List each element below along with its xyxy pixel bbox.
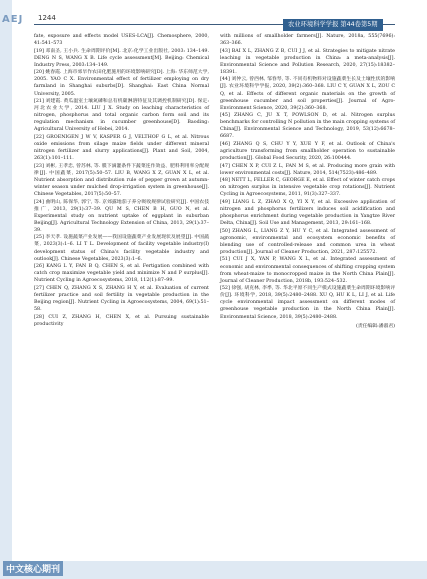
reference-item: [23] 刘彬, 王孝忠, 曾苏林, 等. 膜下滴灌条件下蔬菜连作效益、肥料利用率分配规律[J]. 中国蔬菜, 2017(5):50–57. LIU B, WANG X Z, GUAN X L, et al. Nutrient absorption and distribution rule of pepper grown at autumn-winter season under mulched drop-irrigation system in greenhouse[J]. Chinese Vegetables, 2017(5):50–57.: [34, 163, 209, 198]
journal-logo: AEJ: [2, 14, 24, 25]
references-column-left: [34, 33, 209, 328]
reference-item: [45] ZHANG C, JU X T, POWLSON D, et al. Nitrogen surplus benchmarks for controlling N pollution in the main cropping systems of China[J]. Environmental Science and Technology, 2019, 53(12):6678–6687.: [220, 113, 395, 140]
reference-item: [21] 刘建霞. 黄瓜温室土壤氮磷和总有机碳淋溶特征及其调控机制研究[D]. 保定: 河北农业大学, 2014. LIU J X. Study on leaching characteristics of nitrogen, phosphorus and total organic carbon form soil and its regulation mechanism in cucumber greenhouse[D]. Baoding: Agricultural University of Hebei, 2014.: [34, 99, 209, 133]
reference-item: [25] 李天孝. 设施蔬菜产业发展——我国设施蔬菜产业发展现状及展望[J]. 中国蔬菜, 2023(3):1–6. LI T L. Development of facility vegetable industry(I) development status of China's facility vegetable industry and outlook[J]. Chinese Vegetables, 2023(3):1–6.: [34, 235, 209, 262]
reference-item: [52] 徐强, 胡克林, 李季, 等. 华北平原不同生产模式设施蔬菜生命周期环境影响评价[J]. 环境科学, 2018, 39(5):2480–2488. XU Q, HU K L, LI J, et al. Life cycle environmental impact assessment on different modes of greenhouse vegetable production in the North China Plain[J]. Environmental Science, 2018, 39(5):2480–2488.: [220, 286, 395, 320]
page-number: 1244: [38, 14, 56, 22]
left-decorative-strip: [0, 0, 12, 579]
reference-item: [46] ZHANG Q S, CHU Y Y, XUE Y F, et al. Outlook of China's agriculture transforming from smallholder operation to sustainable production[J]. Global Food Security, 2020, 26:100444.: [220, 141, 395, 162]
reference-item: [48] NETT L, FELLER C, GEORGE E, et al. Effect of winter catch crops on nitrogen surplus in intensive vegetable crop rotations[J]. Nutrient Cycling in Agroecosystems, 2011, 91(3):327–337.: [220, 178, 395, 198]
reference-item: [26] KANG L Y, FAN B Q, CHEN S, et al. Fertigation combined with catch crop maximize vegetable yield and minimize N and P surplus[J]. Nutrient Cycling in Agroecosystems, 2018, 112(1):87–99.: [34, 264, 209, 284]
editor-note: (责任编辑:潘淑君): [356, 323, 395, 329]
reference-item: [28] CUI Z, ZHANG H, CHEN X, et al. Pursuing sustainable productivity: [34, 314, 209, 327]
journal-header-badge: 农业环境科学学报 第44卷第5期: [283, 19, 383, 31]
reference-item: fate, exposure and effects model USES-LCA[J]. Chemosphere, 2000, 41:541–573: [34, 34, 209, 47]
reference-item: with millions of smallholder farmers[J]. Nature, 2018a, 555(7696): 363–366.: [220, 34, 395, 47]
reference-item: [22] GROENIGEN J W V, KASPER G J, VELTHOF G L, et al. Nitrous oxide emissions from silage maize fields under different mineral nitrogen fertilizer and slurry applications[J]. Plant and Soil, 2004, 263(1):101–111.: [34, 134, 209, 162]
reference-item: [49] LIANG L Z, ZHAO X Q, YI X Y, et al. Excessive application of nitrogen and phosphorus fertilizers induces soil acidification and phosphorus enrichment during vegetable production in Yangtze River Delta, China[J]. Soil Use and Management, 2013, 29:161–168.: [220, 199, 395, 227]
footer-label: 中文核心期刊: [3, 561, 63, 576]
reference-item: [47] CHEN X P, CUI Z L, FAN M S, et al. Producing more grain with lower environmental costs[J]. Nature, 2014, 514(7523):486–489.: [220, 163, 395, 176]
reference-item: [20] 姚春霞. 上海市郊旱作农田化肥施用的环境影响研究[D]. 上海: 华东师范大学, 2005. YAO C X. Environmental effect of fertilizer employing on dry farmland in Shanghai suburbs[D]. Shanghai: East China Normal University, 2005.: [34, 70, 209, 97]
reference-item: [50] ZHANG L, LIANG Z Y, HU Y C, et al. Integrated assessment of agronomic, environmental and ecosystem economic benefits of blending use of controlled-release and common urea in wheat production[J]. Journal of Cleaner Production, 2021, 287:125572.: [220, 228, 395, 255]
footer-bar: [0, 561, 427, 579]
reference-item: [24] 曲明山, 陈保华, 郭宁, 等. 京郊露地茄子养分吸收规律试验研究[J]. 中国农技推广, 2013, 29(1):37–39. QU M S, CHEN B H, GUO N, et al. Experimental study on nutrient uptake of eggplant in suburban Beijing[J]. Agricultural Technology Extension of China, 2013, 29(1):37–39.: [34, 199, 209, 233]
reference-item: [27] CHEN Q, ZHANG X S, ZHANG H Y, et al. Evaluation of current fertilizer practice and soil fertility in vegetable production in the Beijing region[J]. Nutrient Cycling in Agroecosystems, 2004, 69(1):51–58.: [34, 285, 209, 313]
reference-item: [51] CUI J X, YAN P, WANG X L, et al. Integrated assessment of economic and environmental consequences of shifting cropping system from wheat-maize to monocropped maize in the North China Plain[J]. Journal of Cleaner Production, 2018b, 193:524–532.: [220, 257, 395, 284]
reference-item: [19] 邓南圣, 王小兵. 生命周期评价[M]. 北京:化学工业出版社, 2003: 134–149. DENG N S, WANG X B. Life cycle assessment[M]. Beijing: Chemical Industry Press, 2003:134–149.: [34, 48, 209, 68]
references-column-right: [220, 33, 395, 333]
reference-item: [44] 刘仲云, 曾西林, 邹春琴, 等. 不同有机物料对设施蔬菜生长及土壤性状的影响[J]. 农业环境科学学报, 2020, 39(2):360–368. LIU C Y, GUAN X L, ZOU C Q, et al. Effects of different organic materials on the growth of greenhouse cucumber and soil properties[J]. Journal of Agro-Environment Science, 2020, 39(2):360–368.: [220, 77, 395, 111]
reference-item: [43] BAI X L, ZHANG Z B, CUI J J, et al. Strategies to mitigate nitrate leaching in vegetable production in China: a meta-analysis[J]. Environmental Science and Pollution Research, 2020, 27(15):18382–18391.: [220, 48, 395, 75]
